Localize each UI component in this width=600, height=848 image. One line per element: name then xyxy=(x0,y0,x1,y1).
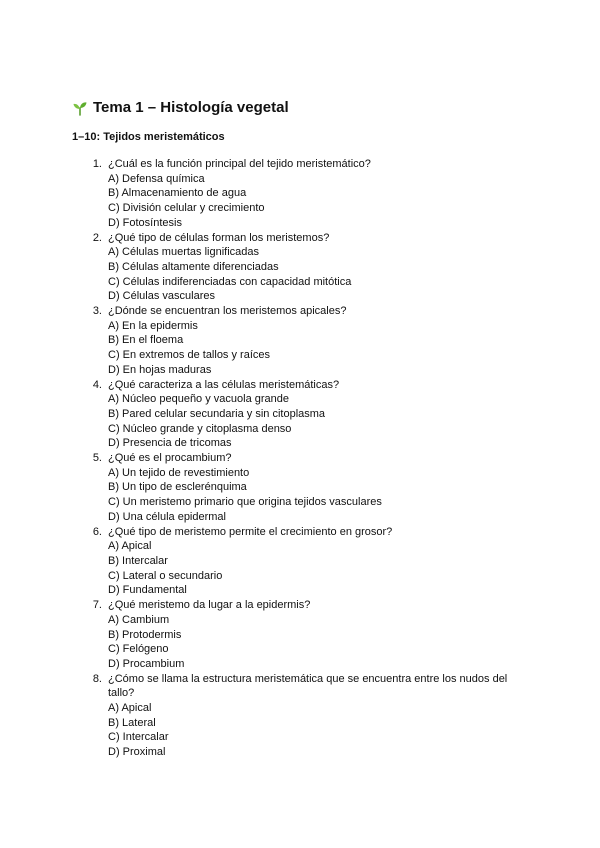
question-number: 7. xyxy=(92,599,102,612)
question-item xyxy=(86,304,526,378)
answer-option: D) Presencia de tricomas xyxy=(108,437,232,450)
question-text: ¿Cuál es la función principal del tejido meristemático? xyxy=(108,158,371,170)
question-number: 2. xyxy=(92,231,102,244)
answer-options xyxy=(108,613,526,672)
answer-option: D) En hojas maduras xyxy=(108,363,212,376)
answer-option: C) En extremos de tallos y raíces xyxy=(108,349,271,362)
question-item xyxy=(86,451,526,525)
answer-option: A) Defensa química xyxy=(108,172,205,185)
title-text: Tema 1 – Histología vegetal xyxy=(93,99,289,116)
answer-options xyxy=(108,319,526,378)
answer-option: D) Fundamental xyxy=(108,584,187,597)
answer-option: D) Proximal xyxy=(108,746,166,759)
answer-option: A) Cambium xyxy=(108,613,170,626)
question-item xyxy=(86,525,526,599)
question-text: ¿Qué es el procambium? xyxy=(108,452,232,465)
answer-option: C) Felógeno xyxy=(108,643,169,656)
answer-option: C) Lateral o secundario xyxy=(108,569,223,582)
question-number: 4. xyxy=(92,378,102,391)
answer-option: D) Procambium xyxy=(108,657,185,670)
answer-option: C) Intercalar xyxy=(108,731,169,744)
answer-option: A) Apical xyxy=(108,540,152,553)
question-number: 3. xyxy=(92,305,102,318)
question-item xyxy=(86,378,526,452)
answer-options xyxy=(108,539,526,598)
answer-option: C) División celular y crecimiento xyxy=(108,202,265,215)
question-number: 6. xyxy=(92,525,102,538)
answer-option: B) Pared celular secundaria y sin citoplasma xyxy=(108,407,326,420)
answer-options xyxy=(108,172,526,231)
answer-option: C) Un meristemo primario que origina tejidos vasculares xyxy=(108,496,382,509)
question-number: 8. xyxy=(92,672,102,685)
answer-option: A) Apical xyxy=(108,702,152,715)
seedling-icon xyxy=(72,100,88,116)
question-item xyxy=(86,672,526,760)
answer-option: D) Células vasculares xyxy=(108,290,215,303)
question-item xyxy=(86,157,526,231)
question-text: ¿Qué tipo de células forman los meristemos? xyxy=(108,231,330,244)
answer-option: C) Células indiferenciadas con capacidad mitótica xyxy=(108,275,352,288)
answer-option: B) Un tipo de esclerénquima xyxy=(108,481,247,494)
answer-option: D) Fotosíntesis xyxy=(108,216,182,229)
question-text: ¿Qué meristemo da lugar a la epidermis? xyxy=(108,599,311,612)
answer-option: B) Almacenamiento de agua xyxy=(108,187,247,200)
answer-option: A) Un tejido de revestimiento xyxy=(108,466,250,479)
answer-option: C) Núcleo grande y citoplasma denso xyxy=(108,422,292,435)
question-item xyxy=(86,231,526,305)
answer-option: A) Núcleo pequeño y vacuola grande xyxy=(108,393,290,406)
question-number: 5. xyxy=(92,452,102,465)
answer-options xyxy=(108,392,526,451)
answer-option: B) Protodermis xyxy=(108,628,182,641)
question-item xyxy=(86,598,526,672)
answer-option: A) Células muertas lignificadas xyxy=(108,246,260,259)
answer-option: A) En la epidermis xyxy=(108,319,198,332)
question-list xyxy=(86,157,526,760)
answer-option: B) En el floema xyxy=(108,334,184,347)
answer-option: B) Células altamente diferenciadas xyxy=(108,260,279,273)
question-text: ¿Qué caracteriza a las células meristemáticas? xyxy=(108,378,340,391)
question-text: ¿Cómo se llama la estructura meristemática que se encuentra entre los nudos del tallo? xyxy=(108,672,508,700)
answer-option: B) Lateral xyxy=(108,716,156,729)
answer-options xyxy=(108,466,526,525)
answer-option: B) Intercalar xyxy=(108,554,168,567)
answer-options xyxy=(108,701,526,760)
question-text: ¿Qué tipo de meristemo permite el crecimiento en grosor? xyxy=(108,525,393,538)
question-number: 1. xyxy=(92,158,102,170)
answer-options xyxy=(108,245,526,304)
section-heading: 1–10: Tejidos meristemáticos xyxy=(72,131,225,143)
answer-option: D) Una célula epidermal xyxy=(108,510,226,523)
question-text: ¿Dónde se encuentran los meristemos apicales? xyxy=(108,305,347,318)
page-title xyxy=(72,99,289,117)
